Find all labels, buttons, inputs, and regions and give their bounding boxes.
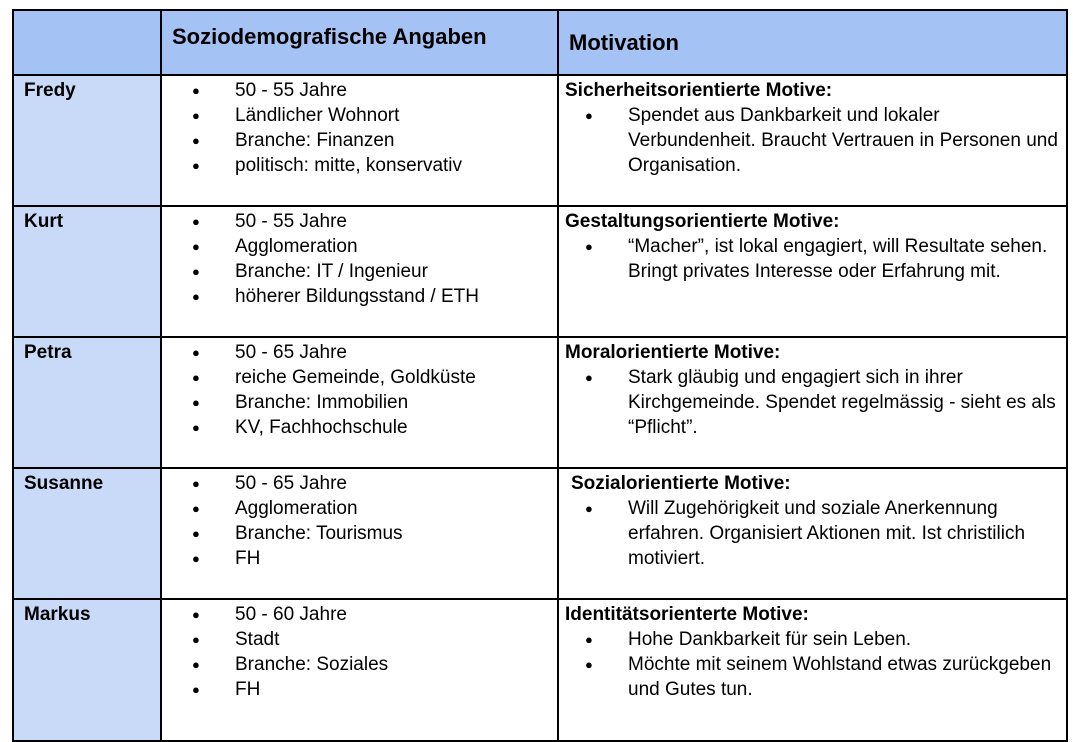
list-item: ● 50 - 55 Jahre [192,209,549,234]
list-item: ● höherer Bildungsstand / ETH [192,284,549,309]
list-item: ● Ländlicher Wohnort [192,103,549,128]
socio-list [192,209,549,309]
list-item: ● Branche: Soziales [192,652,549,677]
table-row [13,468,1067,599]
motive-title: Gestaltungsorientierte Motive: [565,211,840,232]
motive-list [565,365,1058,440]
persona-name: Susanne [13,468,161,599]
motive-title: Moralorientierte Motive: [565,342,781,363]
socio-cell [161,206,558,337]
socio-cell [161,468,558,599]
list-item: ● “Macher”, ist lokal engagiert, will Resultate sehen. Bringt privates Interesse oder Erfahrung mit. [585,234,1058,284]
motive-cell [558,337,1067,468]
motive-cell [558,75,1067,206]
list-item: ● 50 - 60 Jahre [192,602,549,627]
socio-cell [161,599,558,741]
list-item: ● Möchte mit seinem Wohlstand etwas zurückgeben und Gutes tun. [585,652,1058,702]
motive-title: Sicherheitsorientierte Motive: [565,80,833,101]
table-row [13,599,1067,741]
motive-list [565,627,1058,702]
motive-title: Sozialorientierte Motive: [571,473,791,494]
list-item: ● 50 - 65 Jahre [192,340,549,365]
socio-list [192,471,549,571]
motive-cell [558,206,1067,337]
socio-cell [161,75,558,206]
socio-list [192,78,549,178]
list-item: ● Agglomeration [192,234,549,259]
list-item: ● Stark gläubig und engagiert sich in ihrer Kirchgemeinde. Spendet regelmässig - sieht es als “Pflicht”. [585,365,1058,440]
header-socio-cell: Soziodemografische Angaben [161,10,558,75]
table-row [13,337,1067,468]
list-item: ● Branche: IT / Ingenieur [192,259,549,284]
socio-list [192,602,549,702]
motive-cell [558,599,1067,741]
list-item: ● reiche Gemeinde, Goldküste [192,365,549,390]
list-item: ● politisch: mitte, konservativ [192,153,549,178]
motive-cell [558,468,1067,599]
list-item: ● 50 - 65 Jahre [192,471,549,496]
list-item: ● FH [192,677,549,702]
persona-name: Markus [13,599,161,741]
list-item: ● Branche: Tourismus [192,521,549,546]
list-item: ● Branche: Finanzen [192,128,549,153]
list-item: ● Branche: Immobilien [192,390,549,415]
table-row [13,75,1067,206]
header-name-cell [13,10,161,75]
header-row [13,10,1067,75]
persona-table [12,9,1068,742]
list-item: ● Hohe Dankbarkeit für sein Leben. [585,627,1058,652]
socio-cell [161,337,558,468]
persona-name: Petra [13,337,161,468]
motive-list [565,103,1058,178]
socio-list [192,340,549,440]
list-item: ● Will Zugehörigkeit und soziale Anerkennung erfahren. Organisiert Aktionen mit. Ist christilich motiviert. [585,496,1058,571]
table-row [13,206,1067,337]
list-item: ● Stadt [192,627,549,652]
motive-title: Identitätsorienterte Motive: [565,604,809,625]
list-item: ● Spendet aus Dankbarkeit und lokaler Verbundenheit. Braucht Vertrauen in Personen und Organisation. [585,103,1058,178]
motive-list [565,234,1058,284]
list-item: ● Agglomeration [192,496,549,521]
persona-name: Fredy [13,75,161,206]
list-item: ● 50 - 55 Jahre [192,78,549,103]
list-item: ● FH [192,546,549,571]
motive-list [565,496,1058,571]
list-item: ● KV, Fachhochschule [192,415,549,440]
persona-name: Kurt [13,206,161,337]
header-motivation-cell: Motivation [558,10,1067,75]
